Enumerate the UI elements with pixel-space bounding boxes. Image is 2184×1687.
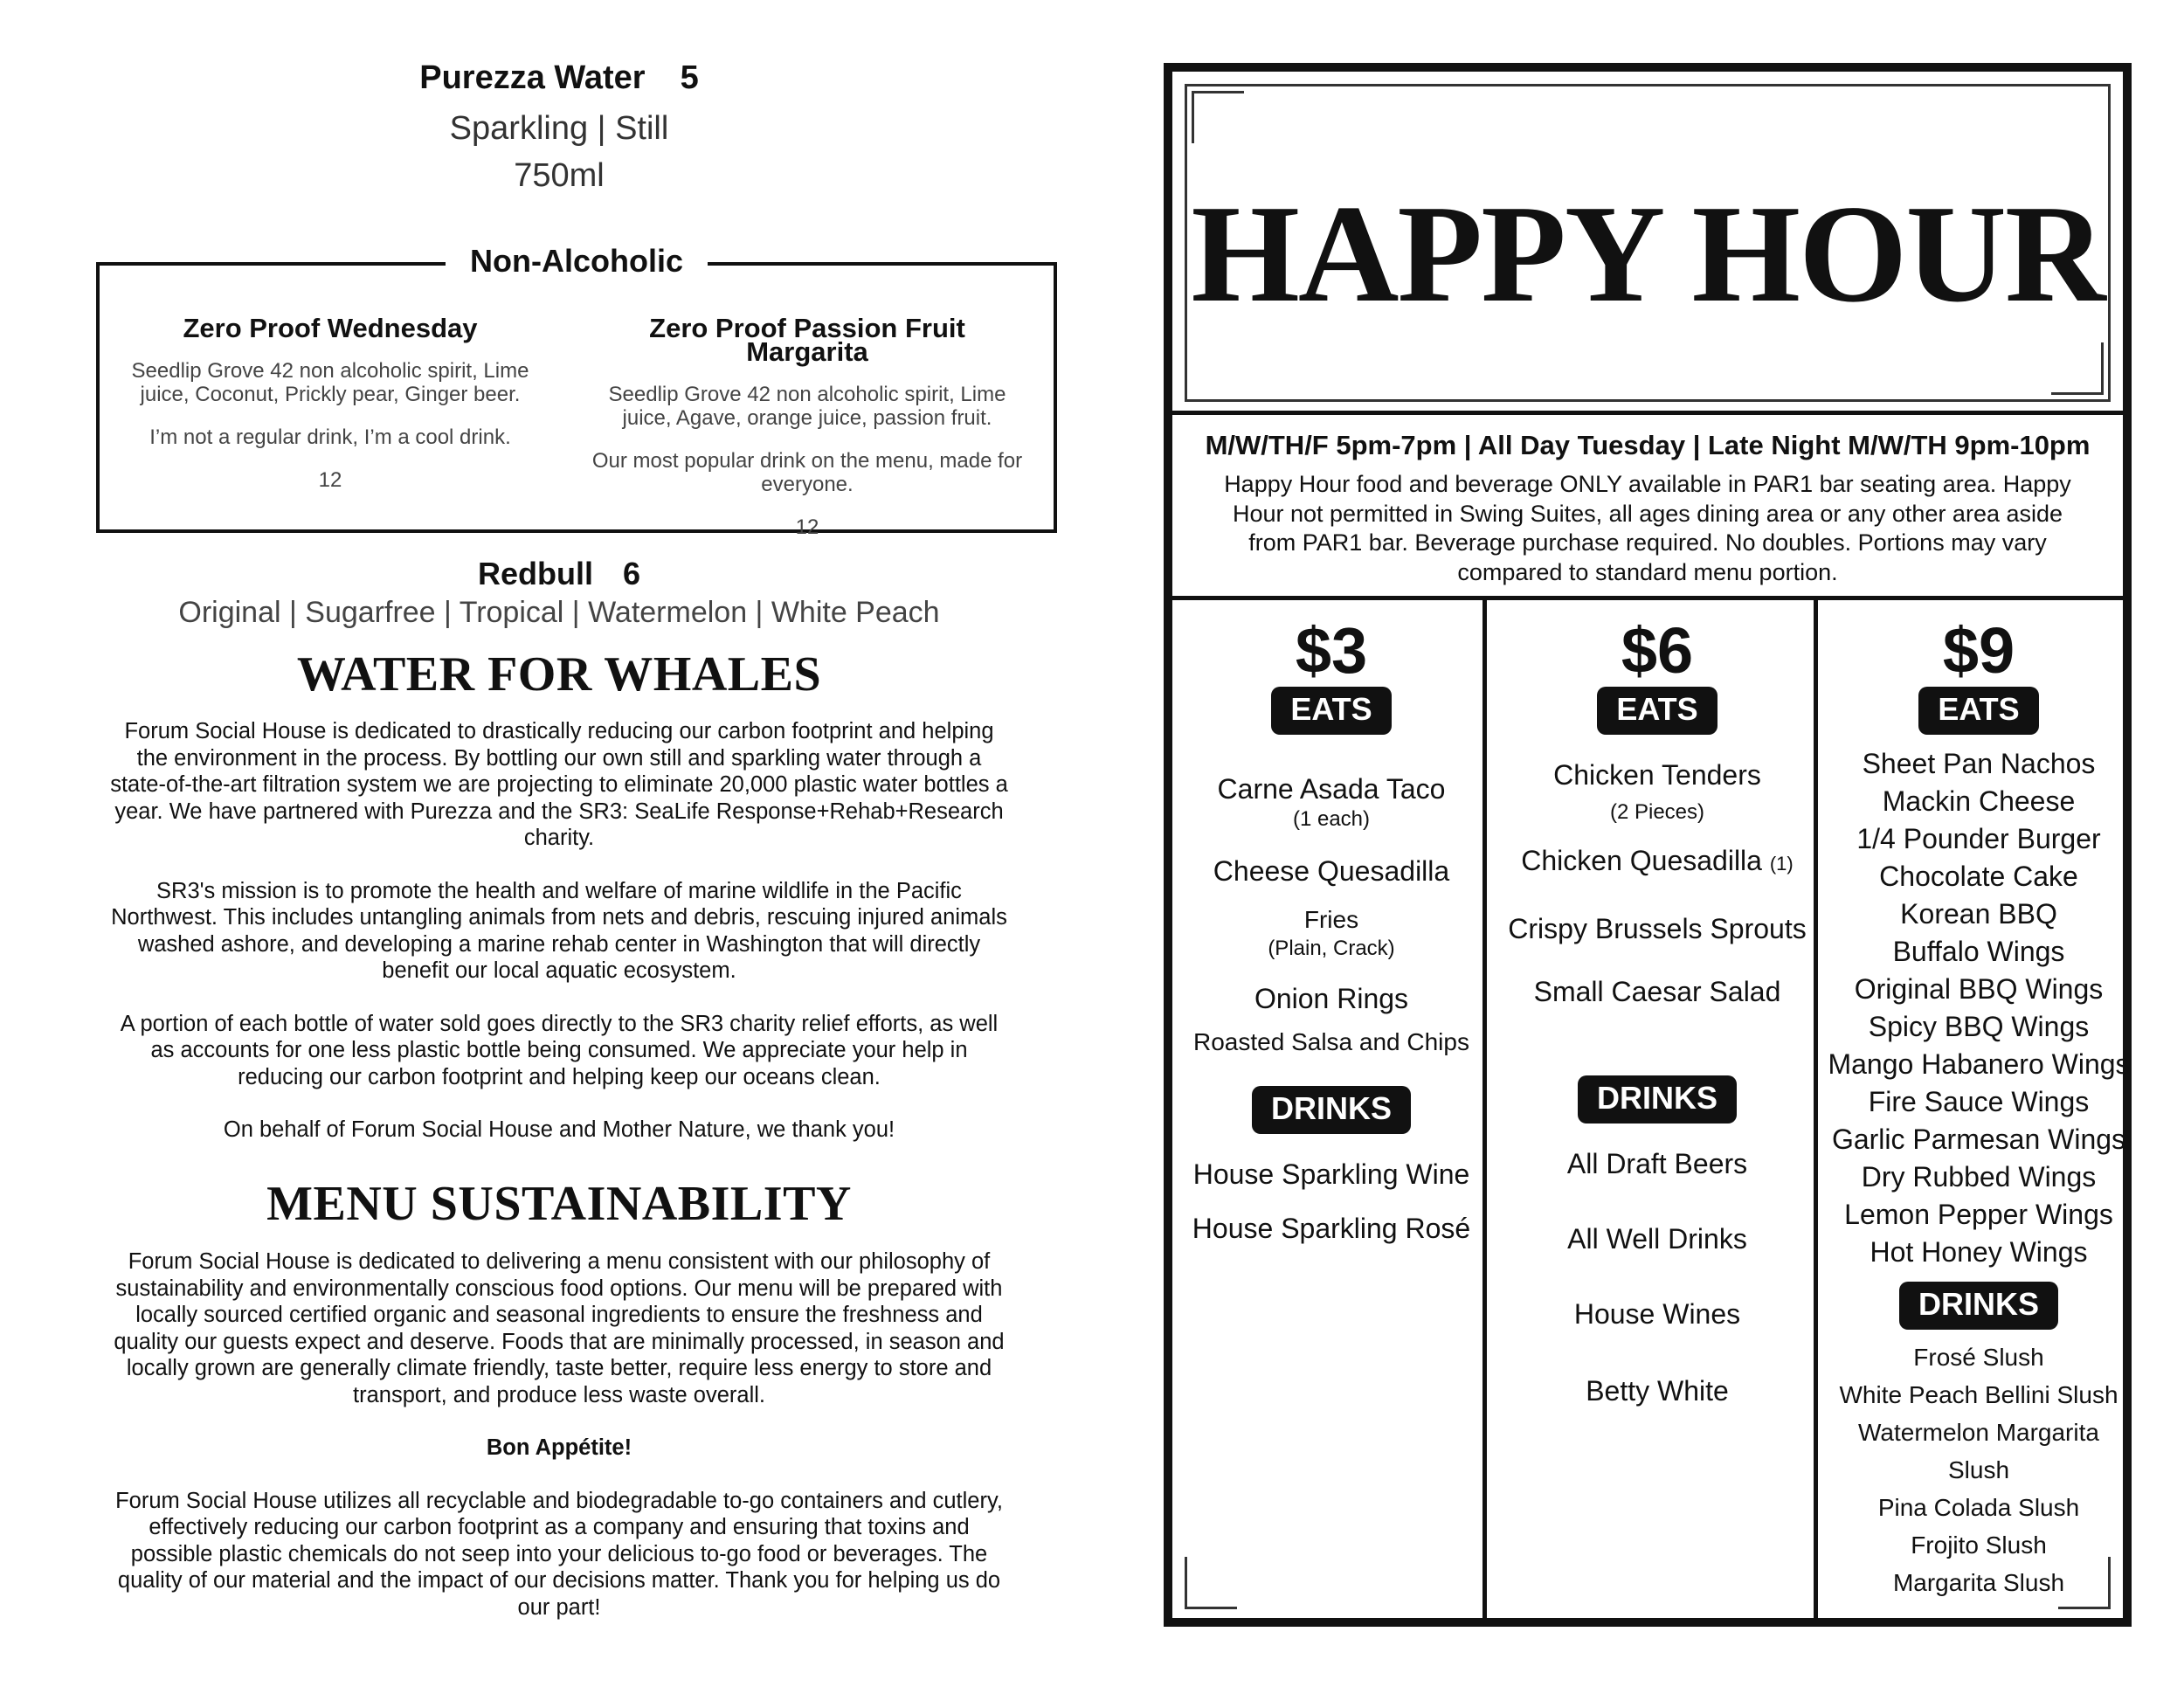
- menu-item: 1/4 Pounder Burger: [1856, 823, 2101, 854]
- menu-item: Dry Rubbed Wings: [1861, 1161, 2097, 1193]
- non-alcoholic-title: Non-Alcoholic: [446, 243, 708, 280]
- menu-item: Crispy Brussels Sprouts: [1508, 913, 1807, 944]
- menu-item: Hot Honey Wings: [1870, 1236, 2088, 1268]
- whales-paragraph: On behalf of Forum Social House and Mother Nature, we thank you!: [223, 1117, 895, 1142]
- menu-item: [1494, 843, 1821, 882]
- drinks-badge: DRINKS: [1578, 1075, 1737, 1124]
- menu-item: Small Caesar Salad: [1533, 976, 1781, 1007]
- menu-item: Sheet Pan Nachos: [1862, 748, 2096, 779]
- na-drink-1: [112, 313, 549, 492]
- menu-item: House Sparkling Rosé: [1192, 1213, 1471, 1244]
- menu-item: Watermelon Margarita Slush: [1858, 1419, 2099, 1483]
- whales-paragraph: A portion of each bottle of water sold goes directly to the SR3 charity relief efforts, as well as accounts for one less plastic bottle being consumed. We appreciate your help in reducing our carbon footprint and helping keep our oceans clean.: [120, 1011, 999, 1089]
- redbull-flavors: Original | Sugarfree | Tropical | Watermelon | White Peach: [178, 596, 940, 629]
- water-options: Sparkling | Still: [449, 110, 669, 147]
- na-drink-tagline: Our most popular drink on the menu, made for everyone.: [591, 449, 1023, 496]
- tier-6-price: $6: [1621, 614, 1694, 687]
- water-item: [349, 59, 769, 97]
- column-divider: [1482, 596, 1487, 1618]
- menu-item-note: (2 Pieces): [1609, 800, 1705, 824]
- na-drink-name: Zero Proof Passion Fruit Margarita: [649, 313, 965, 367]
- drinks-badge: DRINKS: [1899, 1282, 2058, 1330]
- menu-item-name: Chicken Quesadilla: [1521, 845, 1762, 876]
- eats-badge: EATS: [1918, 687, 2038, 735]
- menu-item-note: (1): [1769, 853, 1794, 875]
- divider: [1172, 596, 2123, 600]
- na-drink-tagline: I’m not a regular drink, I’m a cool drink.: [149, 425, 511, 449]
- menu-item: Fries: [1303, 906, 1359, 933]
- menu-item: Cheese Quesadilla: [1213, 855, 1450, 887]
- eats-badge: EATS: [1597, 687, 1717, 735]
- na-drink-desc: Seedlip Grove 42 non alcoholic spirit, Lime juice, Agave, orange juice, passion fruit.: [608, 383, 1006, 430]
- water-price: 5: [680, 59, 699, 96]
- happy-hour-times: M/W/TH/F 5pm-7pm | All Day Tuesday | Late Night M/W/TH 9pm-10pm: [1205, 430, 2091, 460]
- redbull-price: 6: [622, 556, 641, 591]
- menu-item: Chicken Tenders: [1553, 759, 1761, 791]
- divider: [1172, 411, 2123, 415]
- frame-corner: [2051, 342, 2104, 395]
- redbull-item: [349, 556, 769, 592]
- na-drink-price: 12: [318, 468, 342, 492]
- menu-item: Mackin Cheese: [1882, 785, 2076, 817]
- menu-item: Frosé Slush: [1913, 1344, 2044, 1371]
- na-drink-price: 12: [795, 515, 819, 539]
- menu-item: Frojito Slush: [1911, 1531, 2047, 1559]
- whales-paragraph: Forum Social House is dedicated to drastically reducing our carbon footprint and helping the environment in the process. By bottling our own still and sparkling water through a state-of-the-art filtration system we are projecting to eliminate 20,000 plastic water bottles a year. We have partnered with Purezza and the SR3: SeaLife Response+Rehab+Research charity.: [110, 719, 1008, 850]
- water-name: Purezza Water: [419, 59, 646, 96]
- menu-sustainability-body: [109, 1248, 1009, 1647]
- menu-item: Garlic Parmesan Wings: [1831, 1124, 2126, 1155]
- tier-3-price: $3: [1295, 614, 1368, 687]
- happy-hour-menu: [1164, 63, 2132, 1627]
- menu-item: Margarita Slush: [1892, 1569, 2065, 1596]
- menu-item: House Sparkling Wine: [1192, 1158, 1470, 1190]
- menu-item-note: (1 each): [1292, 807, 1371, 831]
- na-drink-2: [589, 313, 1026, 539]
- sustainability-paragraph: Forum Social House is dedicated to delivering a menu consistent with our philosophy of sustainability and environmentally conscious food options. Our menu will be prepared with locally sourced certified organic and seasonal ingredients to ensure the freshness and quality our guests expect and deserve. Foods that are minimally processed, in season and locally grown are generally climate friendly, taste better, require less energy to store and transport, and produce less waste overall.: [114, 1249, 1005, 1407]
- eats-badge: EATS: [1271, 687, 1391, 735]
- menu-item: Mango Habanero Wings: [1828, 1048, 2130, 1080]
- menu-item: Fire Sauce Wings: [1868, 1086, 2090, 1117]
- frame-corner: [1185, 1557, 1237, 1609]
- menu-item: House Wines: [1573, 1298, 1741, 1330]
- menu-item: Korean BBQ: [1900, 898, 2057, 930]
- menu-item: Original BBQ Wings: [1854, 973, 2104, 1005]
- sustainability-signoff: Bon Appétite!: [486, 1435, 632, 1460]
- water-details: [349, 105, 769, 199]
- tier-6-column: [1494, 605, 1821, 1408]
- menu-item: All Draft Beers: [1566, 1148, 1748, 1179]
- water-size: 750ml: [514, 157, 605, 194]
- menu-sustainability-heading: MENU SUSTAINABILITY: [266, 1177, 852, 1231]
- tier-9-column: [1826, 605, 2132, 1601]
- whales-paragraph: SR3's mission is to promote the health and welfare of marine wildlife in the Pacific Northwest. This includes untangling animals from nets and debris, rescuing injured animals washed ashore, and developing a marine rehab center in Washington that will directly benefit our local aquatic ecosystem.: [111, 878, 1007, 983]
- happy-hour-notice: Happy Hour food and beverage ONLY available in PAR1 bar seating area. Happy Hour not permitted in Swing Suites, all ages dining area or any other area aside from PAR1 bar. Beverage purchase required. No doubles. Portions may vary compared to standard menu portion.: [1224, 471, 2071, 585]
- tier-3-column: [1183, 605, 1480, 1246]
- menu-item: All Well Drinks: [1567, 1223, 1747, 1255]
- menu-item: Lemon Pepper Wings: [1844, 1199, 2113, 1230]
- drinks-badge: DRINKS: [1252, 1086, 1411, 1134]
- water-for-whales-heading: WATER FOR WHALES: [296, 647, 822, 702]
- menu-item: Carne Asada Taco: [1217, 773, 1446, 805]
- na-drink-name: Zero Proof Wednesday: [183, 313, 478, 343]
- na-drink-desc: Seedlip Grove 42 non alcoholic spirit, Lime juice, Coconut, Prickly pear, Ginger beer.: [131, 359, 529, 406]
- menu-item: Pina Colada Slush: [1877, 1494, 2080, 1521]
- tier-9-price: $9: [1942, 614, 2015, 687]
- menu-item: Buffalo Wings: [1892, 936, 2065, 967]
- menu-item: Onion Rings: [1254, 983, 1409, 1014]
- sustainability-paragraph: Forum Social House utilizes all recyclable and biodegradable to-go containers and cutlery, effectively reducing our carbon footprint as a company and ensuring that toxins and possible plastic chemicals do not seep into your delicious to-go food or beverages. The quality of our material and the impact of our decisions matter. Thank you for helping us do our part!: [115, 1488, 1003, 1620]
- happy-hour-title: HAPPY HOUR: [1191, 176, 2105, 331]
- menu-item: Betty White: [1586, 1375, 1729, 1407]
- menu-item: White Peach Bellini Slush: [1839, 1381, 2118, 1408]
- menu-item-note: (Plain, Crack): [1268, 937, 1395, 960]
- menu-item: Spicy BBQ Wings: [1868, 1011, 2090, 1042]
- frame-corner: [1192, 91, 1244, 143]
- water-for-whales-body: [109, 718, 1009, 1170]
- menu-item: Chocolate Cake: [1879, 861, 2078, 892]
- menu-item: Roasted Salsa and Chips: [1193, 1028, 1469, 1055]
- redbull-name: Redbull: [477, 556, 593, 591]
